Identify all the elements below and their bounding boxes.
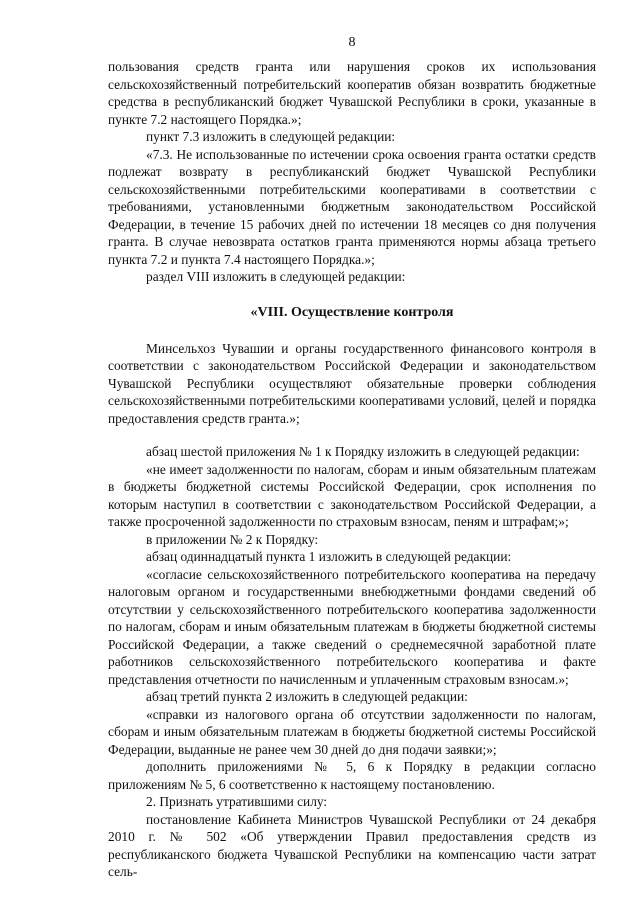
paragraph: постановление Кабинета Министров Чувашской Республики от 24 декабря 2010 г. № 502 «Об утверждении Правил предоставления средств из республиканского бюджета Чувашской Республики на компенсацию части затрат сель- [108,811,596,879]
paragraph: Минсельхоз Чувашии и органы государственного финансового контроля в соответствии с законодательством Российской Федерации и законодательством Чувашской Республики осуществляют обязательные проверки соблюдения сельскохозяйственными потребительскими кооперативами условий, целей и порядка предоставления средств гранта.»; [108,340,596,426]
paragraph: «7.3. Не использованные по истечении срока освоения гранта остатки средств подлежат возврату в республиканский бюджет Чувашской Республики сельскохозяйственными потребительскими кооперативами в соответствии с требованиями, установленными бюджетным законодательством Российской Федерации, в течение 15 рабочих дней по истечении 18 месяцев со дня получения гранта. В случае невозврата остатков гранта применяются нормы абзаца третьего пункта 7.2 и пункта 7.4 настоящего Порядка.»; [108,146,596,267]
paragraph: раздел VIII изложить в следующей редакции: [146,269,406,284]
document-page [108,34,596,881]
paragraph: дополнить приложениями № 5, 6 к Порядку в редакции согласно приложениям № 5, 6 соответственно к настоящему постановлению. [108,759,596,792]
paragraph: абзац шестой приложения № 1 к Порядку изложить в следующей редакции: [146,444,580,459]
paragraph: абзац третий пункта 2 изложить в следующей редакции: [146,689,468,704]
section-heading: «VIII. Осуществление контроля [250,304,454,320]
paragraph: «не имеет задолженности по налогам, сборам и иным обязательным платежам в бюджеты бюджетной системы Российской Федерации, срок исполнения по которым наступил в соответствии с законодательством Российской Федерации, а также просроченной задолженности по страховым взносам, пеням и штрафам;»; [108,461,596,529]
paragraph: «согласие сельскохозяйственного потребительского кооператива на передачу налоговым органом и государственными внебюджетными фондами сведений об отсутствии у сельскохозяйственного потребительского кооператива задолженности по налогам, сборам и иным обязательным платежам в бюджеты бюджетной системы Российской Федерации, а также сведений о среднемесячной заработной плате работников сельскохозяйственного потребительского кооператива и факте представления отчетности по начисленным и уплаченным страховым взносам.»; [108,566,596,687]
paragraph: абзац одиннадцатый пункта 1 изложить в следующей редакции: [146,549,512,564]
paragraph: пользования средств гранта или нарушения сроков их использования сельскохозяйственный потребительский кооператив обязан возвратить бюджетные средства в республиканский бюджет Чувашской Республики в сроки, указанные в пункте 7.2 настоящего Порядка.»; [108,59,596,127]
paragraph-gap [108,427,596,443]
page-number: 8 [348,35,356,50]
paragraph: в приложении № 2 к Порядку: [146,531,319,547]
paragraph: пункт 7.3 изложить в следующей редакции: [146,129,396,144]
paragraph: «справки из налогового органа об отсутствии задолженности по налогам, сборам и иным обязательным платежам в бюджеты бюджетной системы Российской Федерации, выданные не ранее чем 30 дней до дня подачи заявки;»; [108,706,596,757]
paragraph: 2. Признать утратившими силу: [146,794,328,809]
